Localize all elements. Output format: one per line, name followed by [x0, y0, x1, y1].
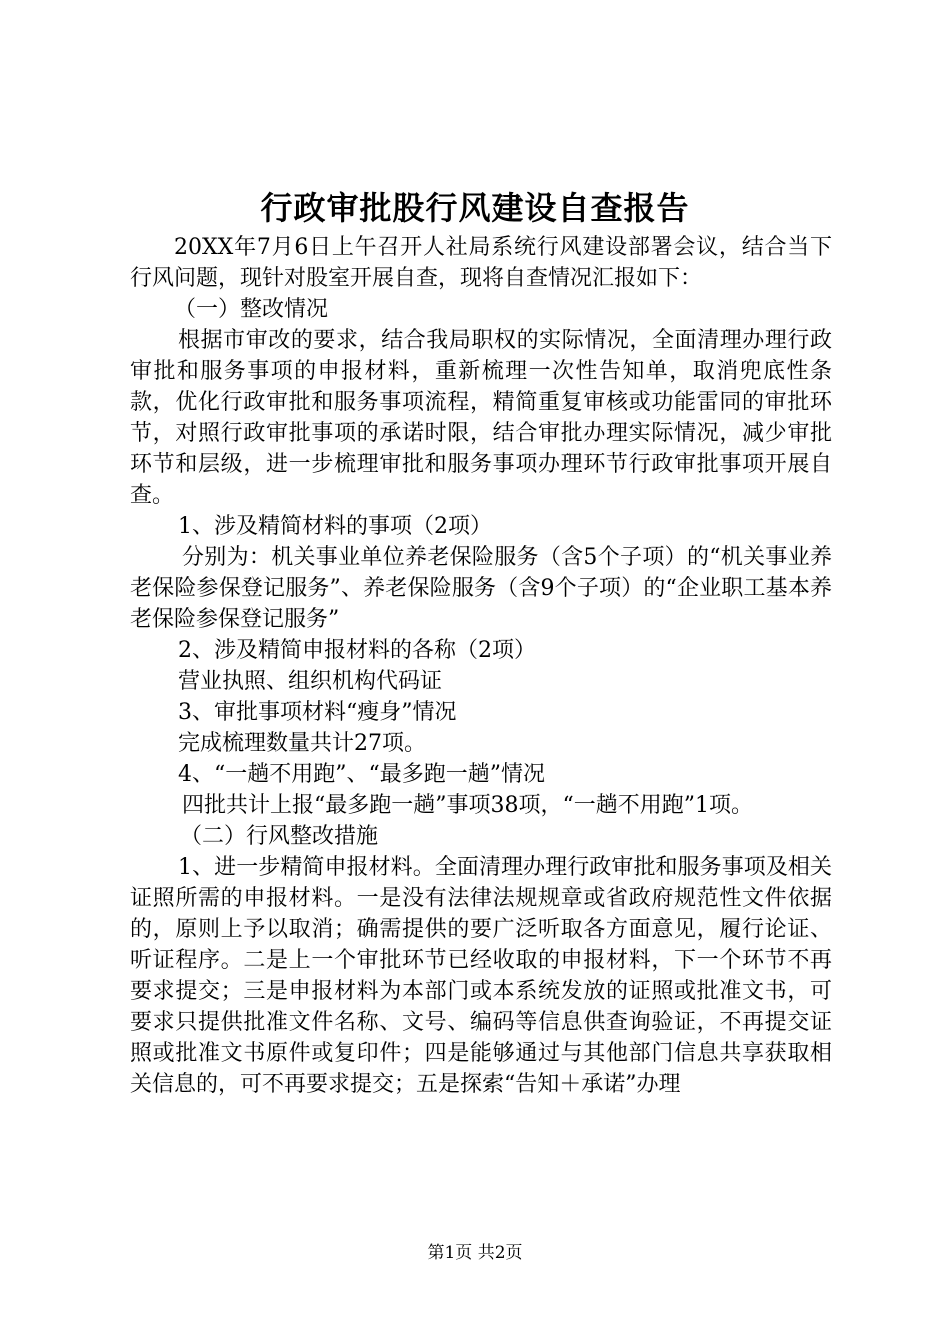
document-title: 行政审批股行风建设自查报告: [260, 189, 690, 227]
item-slimming-status: 3、审批事项材料“瘦身”情况: [178, 700, 457, 725]
document-body: [130, 232, 832, 1100]
paragraph-simplified-materials: 分别为：机关事业单位养老保险服务（含5个子项）的“机关事业养老保险参保登记服务”、养老保险服务（含9个子项）的“企业职工基本养老保险参保登记服务”: [130, 545, 832, 632]
page-footer: 第1页 共2页: [427, 1243, 523, 1263]
paragraph-visit-status: 四批共计上报“最多跑一趟”事项38项，“一趟不用跑”1项。: [182, 793, 753, 818]
item-visit-status: 4、“一趟不用跑”、“最多跑一趟”情况: [178, 762, 545, 787]
item-simplified-materials: 1、涉及精简材料的事项（2项）: [178, 514, 492, 539]
paragraph-material-names: 营业执照、组织机构代码证: [178, 669, 443, 694]
heading-rectification-status: （一）整改情况: [174, 297, 329, 322]
heading-rectification-measures: （二）行风整改措施: [180, 824, 379, 849]
paragraph-rectification-detail: 根据市审改的要求，结合我局职权的实际情况，全面清理办理行政审批和服务事项的申报材料，重新梳理一次性告知单，取消兜底性条款，优化行政审批和服务事项流程，精简重复审核或功能雷同的审批环节，对照行政审批事项的承诺时限，结合审批办理实际情况，减少审批环节和层级，进一步梳理审批和服务事项办理环节行政审批事项开展自查。: [130, 328, 832, 508]
paragraph-measure-1: 1、进一步精简申报材料。全面清理办理行政审批和服务事项及相关证照所需的申报材料。一是没有法律法规规章或省政府规范性文件依据的，原则上予以取消；确需提供的要广泛听取各方面意见，履行论证、听证程序。二是上一个审批环节已经收取的申报材料，下一个环节不再要求提交；三是申报材料为本部门或本系统发放的证照或批准文书，可要求只提供批准文件名称、文号、编码等信息供查询验证，不再提交证照或批准文书原件或复印件；四是能够通过与其他部门信息共享获取相关信息的，可不再要求提交；五是探索“告知＋承诺”办理: [130, 855, 832, 1097]
paragraph-intro: 20XX年7月6日上午召开人社局系统行风建设部署会议，结合当下行风问题，现针对股室开展自查，现将自查情况汇报如下：: [130, 235, 832, 291]
item-simplified-material-names: 2、涉及精简申报材料的各称（2项）: [178, 638, 536, 663]
paragraph-slimming-count: 完成梳理数量共计27项。: [178, 731, 426, 756]
